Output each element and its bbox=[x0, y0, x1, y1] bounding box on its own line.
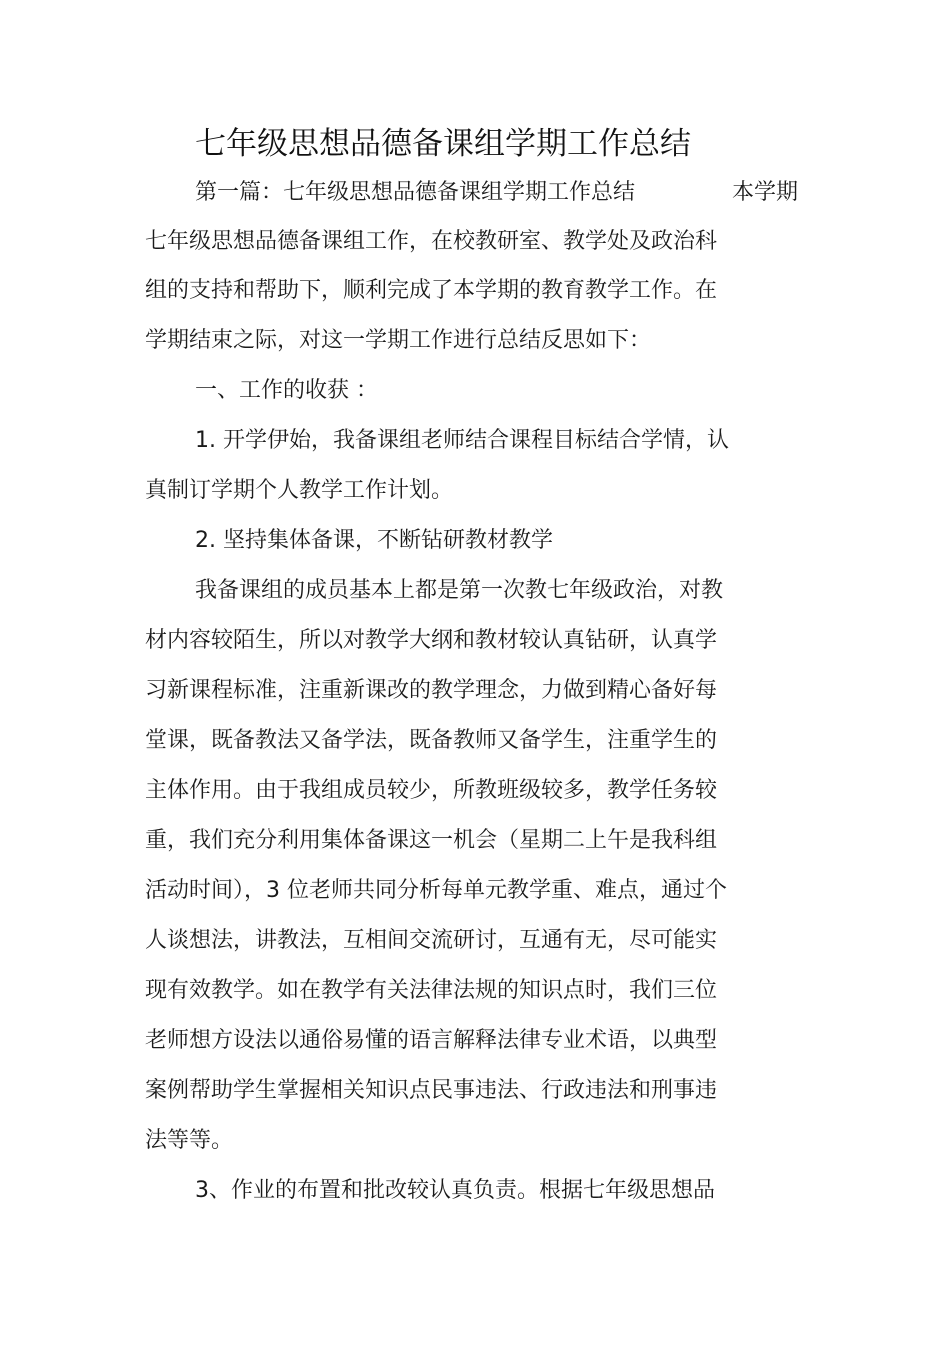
paragraph-line: 我备课组的成员基本上都是第一次教七年级政治，对教 bbox=[195, 578, 724, 603]
paragraph-line: 七年级思想品德备课组工作，在校教研室、教学处及政治科 bbox=[145, 229, 718, 254]
document-title: 七年级思想品德备课组学期工作总结 bbox=[195, 126, 691, 162]
paragraph-line: 材内容较陌生，所以对教学大纲和教材较认真钻研，认真学 bbox=[145, 628, 718, 653]
paragraph-line: 3、作业的布置和批改较认真负责。根据七年级思想品 bbox=[195, 1178, 715, 1203]
paragraph-line: 法等等。 bbox=[145, 1128, 234, 1153]
paragraph-line: 老师想方设法以通俗易懂的语言解释法律专业术语，以典型 bbox=[145, 1028, 718, 1053]
paragraph-line: 案例帮助学生掌握相关知识点民事违法、行政违法和刑事违 bbox=[145, 1078, 718, 1103]
paragraph-line: 本学期 bbox=[732, 180, 799, 205]
paragraph-line: 组的支持和帮助下，顺利完成了本学期的教育教学工作。在 bbox=[145, 278, 718, 303]
paragraph-line: 活动时间），3 位老师共同分析每单元教学重、难点，通过个 bbox=[145, 878, 727, 903]
section-heading: 一、工作的收获 ： bbox=[195, 378, 378, 403]
paragraph-line: 主体作用。由于我组成员较少，所教班级较多，教学任务较 bbox=[145, 778, 718, 803]
paragraph-line: 堂课，既备教法又备学法，既备教师又备学生，注重学生的 bbox=[145, 728, 718, 753]
paragraph-line: 学期结束之际，对这一学期工作进行总结反思如下： bbox=[145, 328, 652, 353]
paragraph-line: 1. 开学伊始，我备课组老师结合课程目标结合学情，认 bbox=[195, 428, 729, 453]
paragraph-line: 第一篇：七年级思想品德备课组学期工作总结 bbox=[195, 180, 636, 205]
paragraph-line: 真制订学期个人教学工作计划。 bbox=[145, 478, 454, 503]
paragraph-line: 人谈想法，讲教法，互相间交流研讨，互通有无，尽可能实 bbox=[145, 928, 718, 953]
section-heading: 2. 坚持集体备课，不断钻研教材教学 bbox=[195, 528, 553, 553]
paragraph-line: 重，我们充分利用集体备课这一机会（星期二上午是我科组 bbox=[145, 828, 718, 853]
paragraph-line: 现有效教学。如在教学有关法律法规的知识点时，我们三位 bbox=[145, 978, 718, 1003]
paragraph-line: 习新课程标准，注重新课改的教学理念，力做到精心备好每 bbox=[145, 678, 718, 703]
